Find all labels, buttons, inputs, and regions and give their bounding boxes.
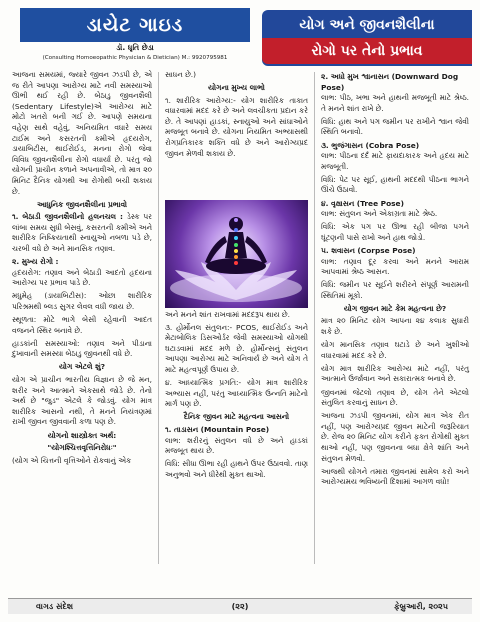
page-footer [8,598,472,614]
subheading: ૫. શવાસન (Corpse Pose) [321,245,416,255]
paragraph: લાભ: શરીરનું સંતુલન વધે છે અને હાડકાં મજબૂત થાય છે. [165,435,308,456]
paragraph: હૃદયરોગ: તણાવ અને બેઠાડી આદતો હૃદયના આરોગ્ય પર પ્રભાવ પાડે છે. [12,267,152,288]
column-title: ડાયેટ ગાઇડ [20,8,250,42]
paragraph: સ્થૂળતા: મોટે ભાગે બેસી રહેવાની આદત વજનને સ્થિર બનાવે છે. [12,315,152,335]
paragraph: ૪. આધ્યાત્મિક પ્રગતિ:- યોગ માત્ર શારીરિક અભ્યાસ નહીં, પરંતુ આધ્યાત્મિક ઉન્નતિ માટેનો માર્ગ પણ છે. [165,378,308,409]
paragraph: જીવનમાં જેટલો તણાવ છે, યોગ તેને એટલો સંતુલિત કરવાનું સાધન છે. [321,387,469,408]
paragraph: યોગ માત્ર શારીરિક આરોગ્ય માટે નહીં, પરંતુ આત્માને ઉર્જાવાન અને સકારાત્મક બનાવે છે. [321,363,469,384]
page-number: (૨૨) [231,602,249,611]
section-heading: દૈનિક જીવન માટે મહત્વના આસનો [183,412,290,422]
magazine-name: વાગડ સંદેશ [36,602,74,611]
paragraph-text: ડેસ્ક પર લાંબા સમય સુધી બેસવું, કસરતની કમીએ અને શારીરિક નિષ્ક્રિયતાથી સ્નાયુઓ નબળા પડે છે, ચરબી વધે છે અને માનસિક તણાવ. [12,212,152,253]
paragraph: વિધિ: એક પગ પર ઊભા રહી બીજા પગને ઘૂંટણની પાસે રાખો અને હાથ જોડો. [321,222,469,242]
author-credentials: (Consulting Homoeopathic Physician & Dietician) M.: 9920795981 [42,55,228,61]
author-name: ડૉ. ધૃતિ છેડા [116,43,154,52]
paragraph: હાડકાંની સમસ્યાઓ: તણાવ અને પીડાના દુખાવાની સમસ્યા બેઠાડુ જીવનથી વધે છે. [12,338,152,359]
section-heading: યોગના મુખ્ય લાભો [208,83,265,93]
paragraph-label: ૧. બેઠાડી જીવનશૈલીનો હલનચલ : [12,212,123,222]
article-title-line1: યોગ અને જીવનશૈલીના [299,17,435,33]
section-heading: યોગનો શાસ્ત્રોક્ત અર્થ: [47,430,117,440]
column-divider [158,72,159,564]
paragraph: ૧. શારીરિક આરોગ્ય:- યોગ શારીરિક તાકાત વધારવામાં મદદ કરે છે અને લવચીકતા પ્રદાન કરે છે. તે આપણાં હાડકાં, સ્નાયુઓ અને સાંધાઓને મજબૂત બનાવે છે. યોગના નિયમિત અભ્યાસથી રોગપ્રતિકારક શક્તિ વધે છે અને આરોગ્યપ્રદ જીવન મેળવી શકાય છે. [165,95,308,158]
meditation-image [165,200,308,308]
paragraph: લાભ: પીઠના દર્દ માટે ફાયદાકારક અને હૃદય માટે મજબૂતી. [321,151,469,171]
subheading: ૩. ભુજંગાસન (Cobra Pose) [321,140,420,150]
section-heading: યોગ જીવન માટે કેમ મહત્વના છે? [343,303,447,313]
paragraph: વિધિ: પેટ પર સૂઈ, હાથની મદદથી પીઠના ભાગને ઊંચે ઉઠાવો. [321,174,469,195]
paragraph: મધુમેહ (ડાયાબિટીસ): ઓછા શારીરિક પરિશ્રમથી બ્લડ સુગર લેવલ વધી જાય છે. [12,291,152,311]
sanskrit-quote: "યોગશ્ચિત્તવૃત્તિનિરોધઃ" [47,443,117,453]
paragraph: ૩. હોર્મોનલ સંતુલન:- PCOS, થાઈરોઈડ અને મેટાબોલિક ડિસઓર્ડર જેવી સમસ્યાઓ યોગથી ઘટાડવામાં મદદ મળે છે. હોર્મોન્સનું સંતુલન આપણા આરોગ્ય માટે અનિવાર્ય છે અને યોગ તે માટે મહત્વપૂર્ણ ઉપાય છે. [165,322,308,374]
section-heading: આધુનિક જીવનશૈલીના પ્રભાવો [37,199,127,209]
section-heading: યોગ એટલે શું? [58,362,106,372]
intro-paragraph: આજના સમયમાં, જ્યારે જીવન ઝડપી છે, એ જ રીતે આપણા આરોગ્ય માટે નવી સમસ્યાઓ ઊભી થઈ રહી છે. બેઠાડુ જીવનશૈલી (Sedentary Lifestyle)એ આરોગ્ય માટે મોટો ખતરો બની ગઈ છે. આપણે સમયના વહેણ સાથે વહેવું, અનિયમિત વધારે સમય ટાઈમ અને કસરતની કમીએ હૃદયરોગ, ડાયાબિટીસ, થાઈરોઈડ, મનના રોગો જેવા વિવિધ જીવનશૈલીના રોગો વધાર્યા છે. પરંતુ જો યોગની પ્રાચીન કળાને અપનાવીએ, તો માત્ર ૨૦ મિનિટ દૈનિક યોગથી આ રોગોથી બચી શકાય છે. [12,70,152,196]
paragraph: યોગ એ પ્રાચીન ભારતીય વિજ્ઞાન છે જે મન, શરીર અને આત્માને એકસાથે જોડે છે. તેનો અર્થ છે "જુડ" એટલે કે જોડવું. યોગ માત્ર શારીરિક આસનો નથી, તે મનને નિયંત્રણમાં રાખી જીવન જીવવાની કળા પણ છે. [12,375,152,427]
subheading: ૨. અધો મુખ શ્વાનાસન (Downward Dog Pose) [321,72,459,92]
article-title [262,10,472,66]
paragraph: લાભ: સંતુલન અને એકાગ્રતા માટે શ્રેષ્ઠ. [321,209,438,219]
paragraph [12,212,152,254]
paragraph: લાભ: તણાવ દૂર કરવા અને મનને આરામ આપવામાં શ્રેષ્ઠ આસન. [321,256,469,277]
paragraph: સાધન છે.) [165,70,197,79]
paragraph: વિધિ: સીધા ઊભા રહી હાથને ઉપર ઉઠાવવો. તાણ અનુભવો અને ધીરેથી મુક્ત થાઓ. [165,459,308,479]
article-header [4,8,474,66]
article-title-line2: રોગો પર તેનો પ્રભાવ [262,38,472,64]
paragraph: આજથી યોગને તમારા જીવનમાં સામેલ કરો અને આરોગ્યમય ભવિષ્યની દિશામાં આગળ વધો! [321,466,469,487]
paragraph: વિધિ: હાથ અને પગ જમીન પર રાખીને શ્વાન જેવી સ્થિતિ બનાવો. [321,116,469,137]
issue-date: ફેબ્રુઆરી, ૨૦૨૫ [393,602,448,611]
column-3 [321,70,469,490]
paragraph: (યોગ એ ચિત્તની વૃત્તિઓને રોકવાનું એક [12,455,132,465]
paragraph: માત્ર ૨૦ મિનિટ યોગ આપના ૨૪ કલાક સુધારી શકે છે. [321,316,469,337]
paragraph: અને મનને શાંત રાખવામાં મદદરૂપ થાય છે. [165,309,290,319]
paragraph: વિધિ: જમીન પર સૂઈને શરીરને સંપૂર્ણ આરામની સ્થિતિમાં મૂકો. [321,280,469,300]
subheading: ૨. મુખ્ય રોગો : [12,257,59,267]
column-1 [12,70,152,469]
paragraph: આજના ઝડપી જીવનમાં, યોગ માત્ર એક રીત નહીં, પણ આરોગ્યપ્રદ જીવન માટેની જરૂરિયાત છે. રોજ ૨૦ મિનિટ યોગ કરીને ફક્ત રોગોથી મુક્ત થાઓ નહીં, પણ જીવનના બધા ક્ષેત્રે શાંતિ અને સંતુલન મેળવો. [321,411,469,463]
subheading: ૧. તાડાસન (Mountain Pose) [165,424,270,434]
column-divider [314,72,315,564]
meditation-figure-icon [165,200,308,308]
subheading: ૪. વૃક્ષાસન (Tree Pose) [321,198,404,208]
paragraph: લાભ: પીઠ, ખભા અને હાથની મજબૂતી માટે શ્રેષ્ઠ. તે મનને શાંત રાખે છે. [321,93,469,113]
paragraph: યોગ માનસિક તણાવ ઘટાડે છે અને ખુશીઓ વધારવામાં મદદ કરે છે. [321,340,469,360]
